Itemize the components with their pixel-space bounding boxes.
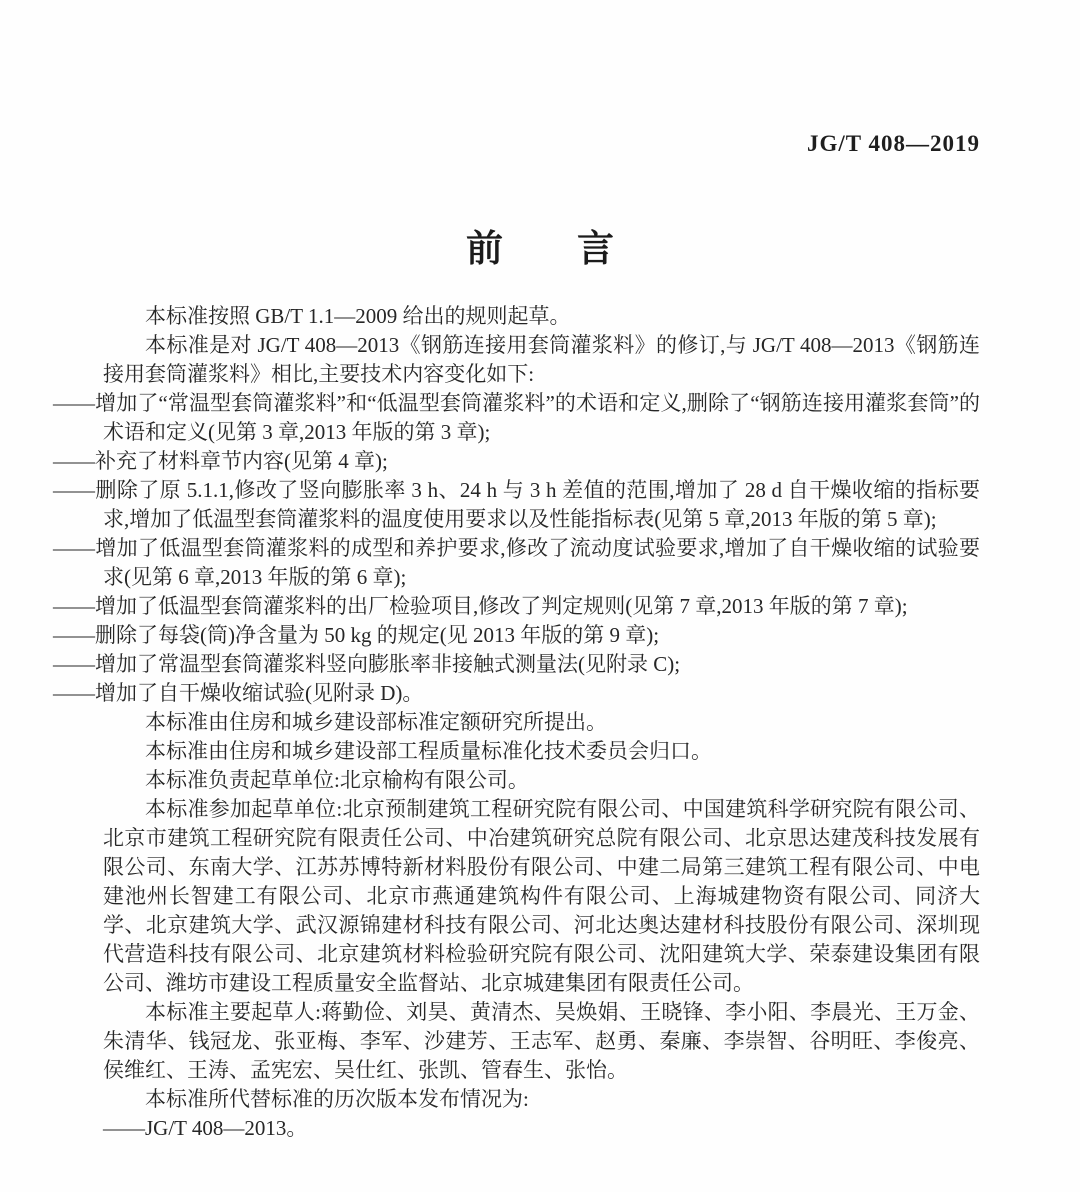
para-revision-note: 本标准是对 JG/T 408—2013《钢筋连接用套筒灌浆料》的修订,与 JG/T 408—2013《钢筋连接用套筒灌浆料》相比,主要技术内容变化如下: <box>103 333 980 386</box>
para-previous-editions-intro: 本标准所代替标准的历次版本发布情况为: <box>145 1087 529 1111</box>
change-item-6: ——删除了每袋(筒)净含量为 50 kg 的规定(见 2013 年版的第 9 章); <box>53 623 660 647</box>
para-drafting-basis: 本标准按照 GB/T 1.1—2009 给出的规则起草。 <box>145 304 571 328</box>
page-header <box>0 131 980 157</box>
para-chief-drafting-org: 本标准负责起草单位:北京榆构有限公司。 <box>145 768 529 792</box>
change-item-4: ——增加了低温型套筒灌浆料的成型和养护要求,修改了流动度试验要求,增加了自干燥收缩的试验要求(见第 6 章,2013 年版的第 6 章); <box>53 536 980 589</box>
change-item-8: ——增加了自干燥收缩试验(见附录 D)。 <box>53 681 424 705</box>
change-item-7: ——增加了常温型套筒灌浆料竖向膨胀率非接触式测量法(见附录 C); <box>53 652 681 676</box>
para-proposed-by: 本标准由住房和城乡建设部标准定额研究所提出。 <box>145 710 607 734</box>
standard-code: JG/T 408—2019 <box>807 131 980 156</box>
foreword-body <box>53 302 980 1143</box>
change-item-5: ——增加了低温型套筒灌浆料的出厂检验项目,修改了判定规则(见第 7 章,2013 年版的第 7 章); <box>53 594 908 618</box>
change-item-1: ——增加了“常温型套筒灌浆料”和“低温型套筒灌浆料”的术语和定义,删除了“钢筋连接用灌浆套筒”的术语和定义(见第 3 章,2013 年版的第 3 章); <box>53 391 980 444</box>
para-participating-orgs: 本标准参加起草单位:北京预制建筑工程研究院有限公司、中国建筑科学研究院有限公司、北京市建筑工程研究院有限责任公司、中冶建筑研究总院有限公司、北京思达建茂科技发展有限公司、东南大学、江苏苏博特新材料股份有限公司、中建二局第三建筑工程有限公司、中电建池州长智建工有限公司、北京市燕通建筑构件有限公司、上海城建物资有限公司、同济大学、北京建筑大学、武汉源锦建材科技有限公司、河北达奥达建材科技股份有限公司、深圳现代营造科技有限公司、北京建筑材料检验研究院有限公司、沈阳建筑大学、荣泰建设集团有限公司、潍坊市建设工程质量安全监督站、北京城建集团有限责任公司。 <box>103 797 980 995</box>
change-item-3: ——删除了原 5.1.1,修改了竖向膨胀率 3 h、24 h 与 3 h 差值的范围,增加了 28 d 自干燥收缩的指标要求,增加了低温型套筒灌浆料的温度使用要求以及性能指标表(见第 5 章,2013 年版的第 5 章); <box>53 478 980 531</box>
previous-edition-item: ——JG/T 408—2013。 <box>103 1116 308 1140</box>
page-title: 前 言 <box>466 229 614 270</box>
para-centralized-by: 本标准由住房和城乡建设部工程质量标准化技术委员会归口。 <box>145 739 712 763</box>
para-main-drafters: 本标准主要起草人:蒋勤俭、刘昊、黄清杰、吴焕娟、王晓锋、李小阳、李晨光、王万金、朱清华、钱冠龙、张亚梅、李军、沙建芳、王志军、赵勇、秦廉、李崇智、谷明旺、李俊亮、侯维红、王涛、孟宪宏、吴仕红、张凯、管春生、张怡。 <box>103 1000 980 1082</box>
change-item-2: ——补充了材料章节内容(见第 4 章); <box>53 449 388 473</box>
